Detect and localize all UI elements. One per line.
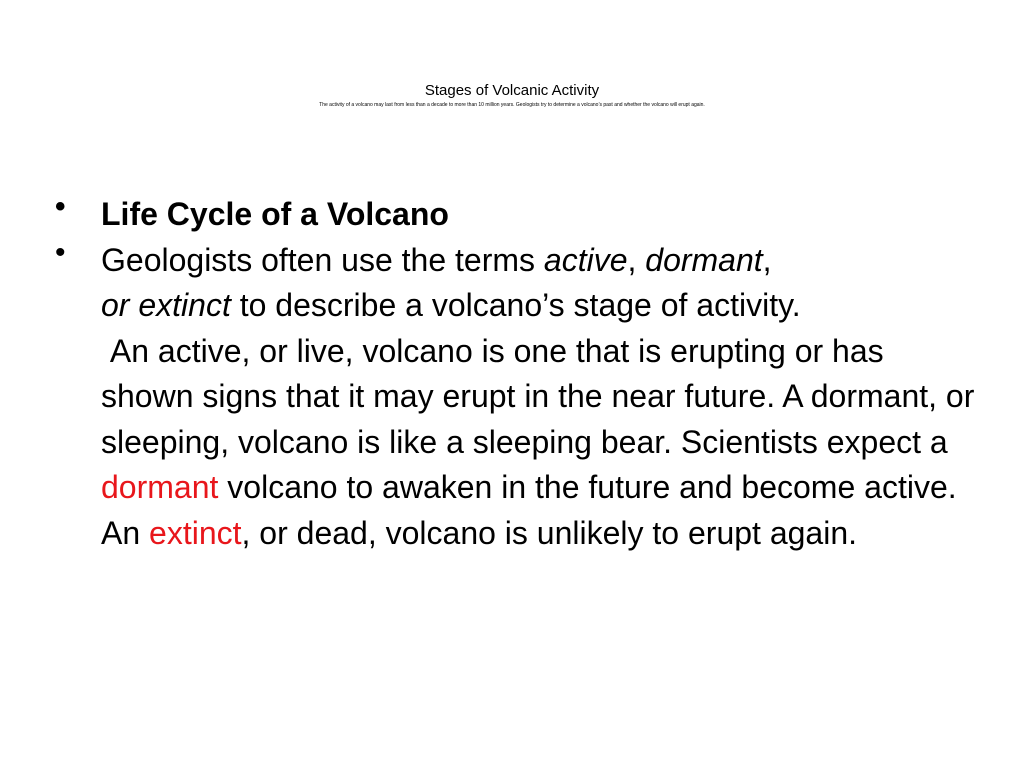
term-dormant: dormant <box>645 241 763 278</box>
bullet-list <box>55 192 975 556</box>
bullet-text-awaken: volcano to awaken in the future and become active. An <box>101 469 957 551</box>
highlight-dormant: dormant <box>101 469 219 505</box>
bullet-dot-icon: • <box>55 235 66 269</box>
bullet-text-intro: Geologists often use the terms <box>101 241 544 278</box>
highlight-extinct: extinct <box>149 514 242 551</box>
bullet-text-ending: , or dead, volcano is unlikely to erupt again. <box>241 514 857 551</box>
bullet-text-comma: , <box>627 241 646 278</box>
slide-header <box>0 82 1024 109</box>
bullet-item-life-cycle <box>55 192 975 238</box>
bullet-text-comma-2: , <box>762 241 772 278</box>
term-or-extinct: or extinct <box>101 287 231 323</box>
term-active: active <box>543 241 628 278</box>
bullet-text-body: An active, or live, volcano is one that is erupting or has shown signs that it may erupt in the near future. A dormant, or sleeping, volcano is like a sleeping bear. Scientists expect a <box>101 332 975 460</box>
bullet-item-description <box>55 235 975 557</box>
bullet-dot-icon: • <box>55 190 66 223</box>
bullet-text: Life Cycle of a Volcano <box>101 196 449 232</box>
slide-title: Stages of Volcanic Activity <box>424 82 600 99</box>
slide-subtitle: The activity of a volcano may last from less than a decade to more than 10 million years. Geologists try to determine a volcano’s past and whether the volcano will erupt again. <box>319 102 705 108</box>
bullet-text-stage: to describe a volcano’s stage of activity. <box>230 287 801 323</box>
